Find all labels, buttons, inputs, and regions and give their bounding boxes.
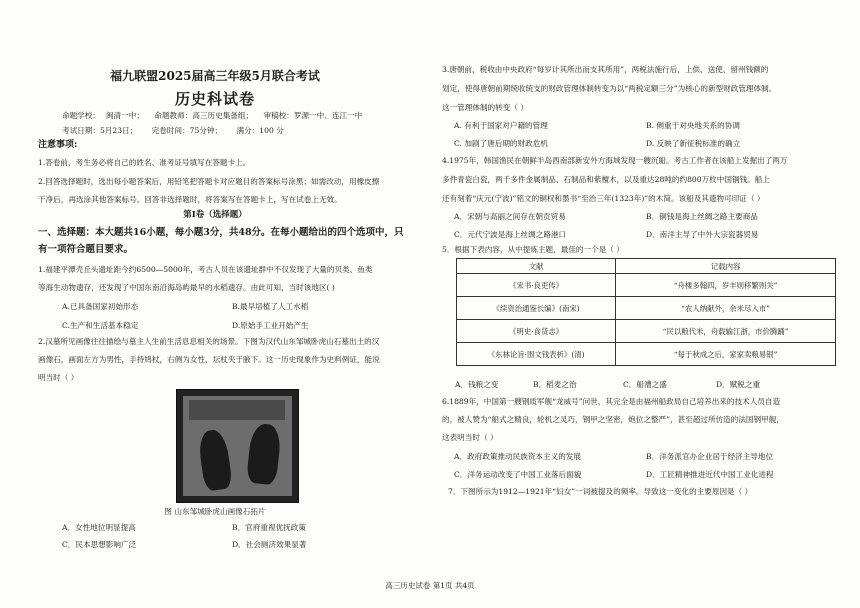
table-cell-content: “舟楼多翰四，岁丰则移繁则关” bbox=[616, 274, 836, 297]
q5-stem: 5．根据下表内容，从中提炼主题，最佳的一个是（ ） bbox=[442, 245, 624, 254]
q5-option-a[interactable]: A．钱粮之变 bbox=[455, 380, 499, 389]
section1-intro: 有一项符合题目要求。 bbox=[38, 244, 134, 255]
exam-title: 福九联盟2025届高三年级5月联合考试 bbox=[110, 69, 320, 83]
table-header-cell: 记载内容 bbox=[616, 259, 836, 274]
q5-option-b[interactable]: B．稻麦之治 bbox=[533, 380, 577, 389]
q3-stem: 这一管理体制的转变（ ） bbox=[442, 103, 528, 112]
q3-stem: 3.唐朝前，税收由中央政府“每岁计其所出而支其所用”，两税法施行后，上供、送使、留州钱额的 bbox=[442, 65, 769, 74]
duration-label: 完卷时间： bbox=[151, 126, 190, 135]
table-cell-content: “农人纳献外，余米尽入市” bbox=[616, 297, 836, 320]
q1-option-a[interactable]: A.已具备国家初始形态 bbox=[62, 302, 139, 311]
q1-stem: 1.福建平潭壳丘头遗址距今约6500—5000年，考古人员在该遗址群中不仅发现了大量的贝类、鱼类 bbox=[38, 265, 373, 274]
school-label: 命题学校： bbox=[62, 111, 100, 120]
table-row bbox=[457, 274, 836, 297]
meta-line-1 bbox=[62, 110, 362, 121]
q2-stem: 明当时（ ） bbox=[38, 373, 79, 382]
q1-option-b[interactable]: B.最早培植了人工水稻 bbox=[232, 302, 309, 311]
q1-option-c[interactable]: C.生产和生活基本稳定 bbox=[62, 321, 139, 330]
q4-stem: 还有刻着“庆元(宁波)”铭文的铜权和墨书“至治三年(1323年)”的木简。该船及其遗物可印证（ ） bbox=[442, 194, 765, 203]
table-row bbox=[457, 297, 836, 320]
q6-option-d[interactable]: D．工匠精神推进近代中国工业化进程 bbox=[646, 470, 774, 479]
notes-heading: 注意事项: bbox=[38, 140, 78, 150]
note-line: 2.回答选择题时，选出每小题答案后，用铅笔把答题卡对应题目的答案标号涂黑；如需改动，用橡皮擦 bbox=[38, 177, 380, 186]
school-value: 闽清一中； bbox=[105, 111, 144, 120]
rubbing-texture bbox=[189, 400, 285, 420]
note-line: 1.答卷前，考生务必将自己的姓名、准考证号填写在答题卡上。 bbox=[38, 158, 251, 167]
q6-stem: 这表明当时（ ） bbox=[442, 433, 498, 442]
q4-stem: 4.1975年，韩国渔民在朝鲜半岛西南部新安外方海域发现一艘沉船。考古工作者在该船上发掘出了两万 bbox=[442, 156, 788, 165]
q6-option-a[interactable]: A．政府政策推动民族资本主义的发展 bbox=[454, 452, 581, 461]
q4-stem: 多件青瓷白瓷，两千多件金属制品、石制品和紫檀木，以及重达28吨的约800万枚中国铜钱。船上 bbox=[442, 175, 770, 184]
duration-value: 75分钟； bbox=[189, 126, 223, 135]
q4-option-c[interactable]: C．元代宁波是海上丝绸之路港口 bbox=[454, 230, 567, 239]
date-label: 考试日期： bbox=[62, 126, 100, 135]
teacher-value: 高三历史集备组； bbox=[192, 111, 254, 120]
q6-stem: 6.1889年，中国第一艘钢质军舰“龙威号”问世，其完全是由福州船政局自己培养出来的技术人员自造 bbox=[442, 397, 781, 406]
date-value: 5月23日； bbox=[99, 126, 138, 135]
table-cell-content: “每于秋成之后，家家卖粮易银” bbox=[616, 343, 836, 366]
page-footer: 高三历史试卷 第1页 共4页 bbox=[385, 581, 475, 590]
q4-option-d[interactable]: D．南洋主导了中外大宗瓷器贸易 bbox=[646, 230, 759, 239]
table-row bbox=[457, 343, 836, 366]
q3-stem: 划定，使得唐朝前期统收统支的财政管理体制转变为以“两税定额三分”为核心的新型财政管理体制。 bbox=[442, 84, 777, 93]
q3-option-a[interactable]: A. 有利于国家对户籍的管理 bbox=[454, 121, 548, 130]
q3-option-c[interactable]: C. 加剧了唐后期的财政危机 bbox=[454, 139, 548, 148]
q5-option-d[interactable]: D．赋税之重 bbox=[716, 380, 761, 389]
q4-option-a[interactable]: A．宋朝与高丽之间存在朝贡贸易 bbox=[454, 212, 566, 221]
q6-option-b[interactable]: B．洋务派官办企业居于经济主导地位 bbox=[646, 452, 774, 461]
female-figure-shape bbox=[246, 423, 282, 486]
q1-option-d[interactable]: D.原始手工业开始产生 bbox=[232, 321, 309, 330]
male-figure-shape bbox=[197, 428, 233, 491]
note-line: 干净后，再选涂其他答案标号。回答非选择题时，将答案写在答题卡上，写在试卷上无效。 bbox=[38, 195, 342, 204]
rubbing-surface bbox=[183, 396, 292, 496]
q4-option-b[interactable]: B．铜钱是海上丝绸之路主要商品 bbox=[646, 212, 758, 221]
table-row bbox=[457, 320, 836, 343]
section1-heading: 第Ⅰ卷（选择题） bbox=[183, 210, 247, 220]
score-label: 满分： bbox=[236, 126, 260, 135]
q2-option-b[interactable]: B．官府重视优抚政策 bbox=[232, 523, 306, 532]
q2-stem: 画像石，画面左方为男性，手持鸠杖，右侧为女性，坛杖夹于腋下。这一历史现象作为史料例证，能说 bbox=[38, 355, 380, 364]
q2-figure-caption: 图 山东邹城卧虎山画像石拓片 bbox=[164, 507, 266, 516]
q2-option-d[interactable]: D．社会厕济效果显著 bbox=[232, 540, 307, 549]
stone-rubbing-image bbox=[176, 389, 299, 503]
score-value: 100 分 bbox=[259, 126, 284, 135]
table-cell-source: 《明史·食货志》 bbox=[457, 320, 616, 343]
reviewer-label: 审稿校： bbox=[263, 111, 294, 120]
reviewer-value: 罗源一中、连江一中 bbox=[293, 111, 363, 120]
table-cell-source: 《东林论旨·围文钱表析》(清) bbox=[457, 343, 616, 366]
teacher-label: 命题教师： bbox=[154, 111, 193, 120]
q5-option-c[interactable]: C．船漕之盛 bbox=[623, 380, 667, 389]
section1-intro: 一、选择题：本大题共16小题，每小题3分，共48分。在每小题给出的四个选项中，只 bbox=[38, 227, 404, 238]
subject-title: 历史科试卷 bbox=[174, 90, 255, 108]
q7-stem: 7．下图所示为1912—1921年“妇女”一词被提及的频率。导致这一变化的主要原因是（ ） bbox=[448, 487, 753, 496]
table-header-cell: 文献 bbox=[457, 259, 616, 274]
q3-option-b[interactable]: B. 侧重于对央地关系的协调 bbox=[646, 121, 740, 130]
table-cell-source: 《宋书·良吏传》 bbox=[457, 274, 616, 297]
q6-option-c[interactable]: C．洋务运动改变了中国工业落后面貌 bbox=[454, 470, 582, 479]
q2-option-a[interactable]: A．女性地位明显提高 bbox=[62, 523, 136, 532]
q1-stem: 等海生动物遗存，还发现了中国东南沿海岛屿最早的水稻遗存。由此可知，当时该地区( ) bbox=[38, 283, 335, 292]
q3-option-d[interactable]: D. 反映了新征税标准的确立 bbox=[646, 139, 741, 148]
table-cell-content: “民以粮代米，舟载输江浙，市价腾踊” bbox=[616, 320, 836, 343]
q5-table bbox=[456, 258, 836, 366]
q2-stem: 2.汉墓所见画像往往描绘与墓主人生前生活息息相关的场景。下图为汉代山东邹城卧虎山石墓出土的汉 bbox=[38, 337, 380, 346]
table-cell-source: 《续资治通鉴长编》(南宋) bbox=[457, 297, 616, 320]
q2-option-c[interactable]: C．民本思想影响广泛 bbox=[62, 540, 137, 549]
q6-stem: 的，被人赞为“船式之精良，轮机之灵巧，钢甲之坚密，炮位之整严”，甚至超过所仿造的法国钢甲舰， bbox=[442, 415, 784, 424]
table-header-row bbox=[457, 259, 836, 274]
meta-line-2 bbox=[62, 125, 284, 136]
